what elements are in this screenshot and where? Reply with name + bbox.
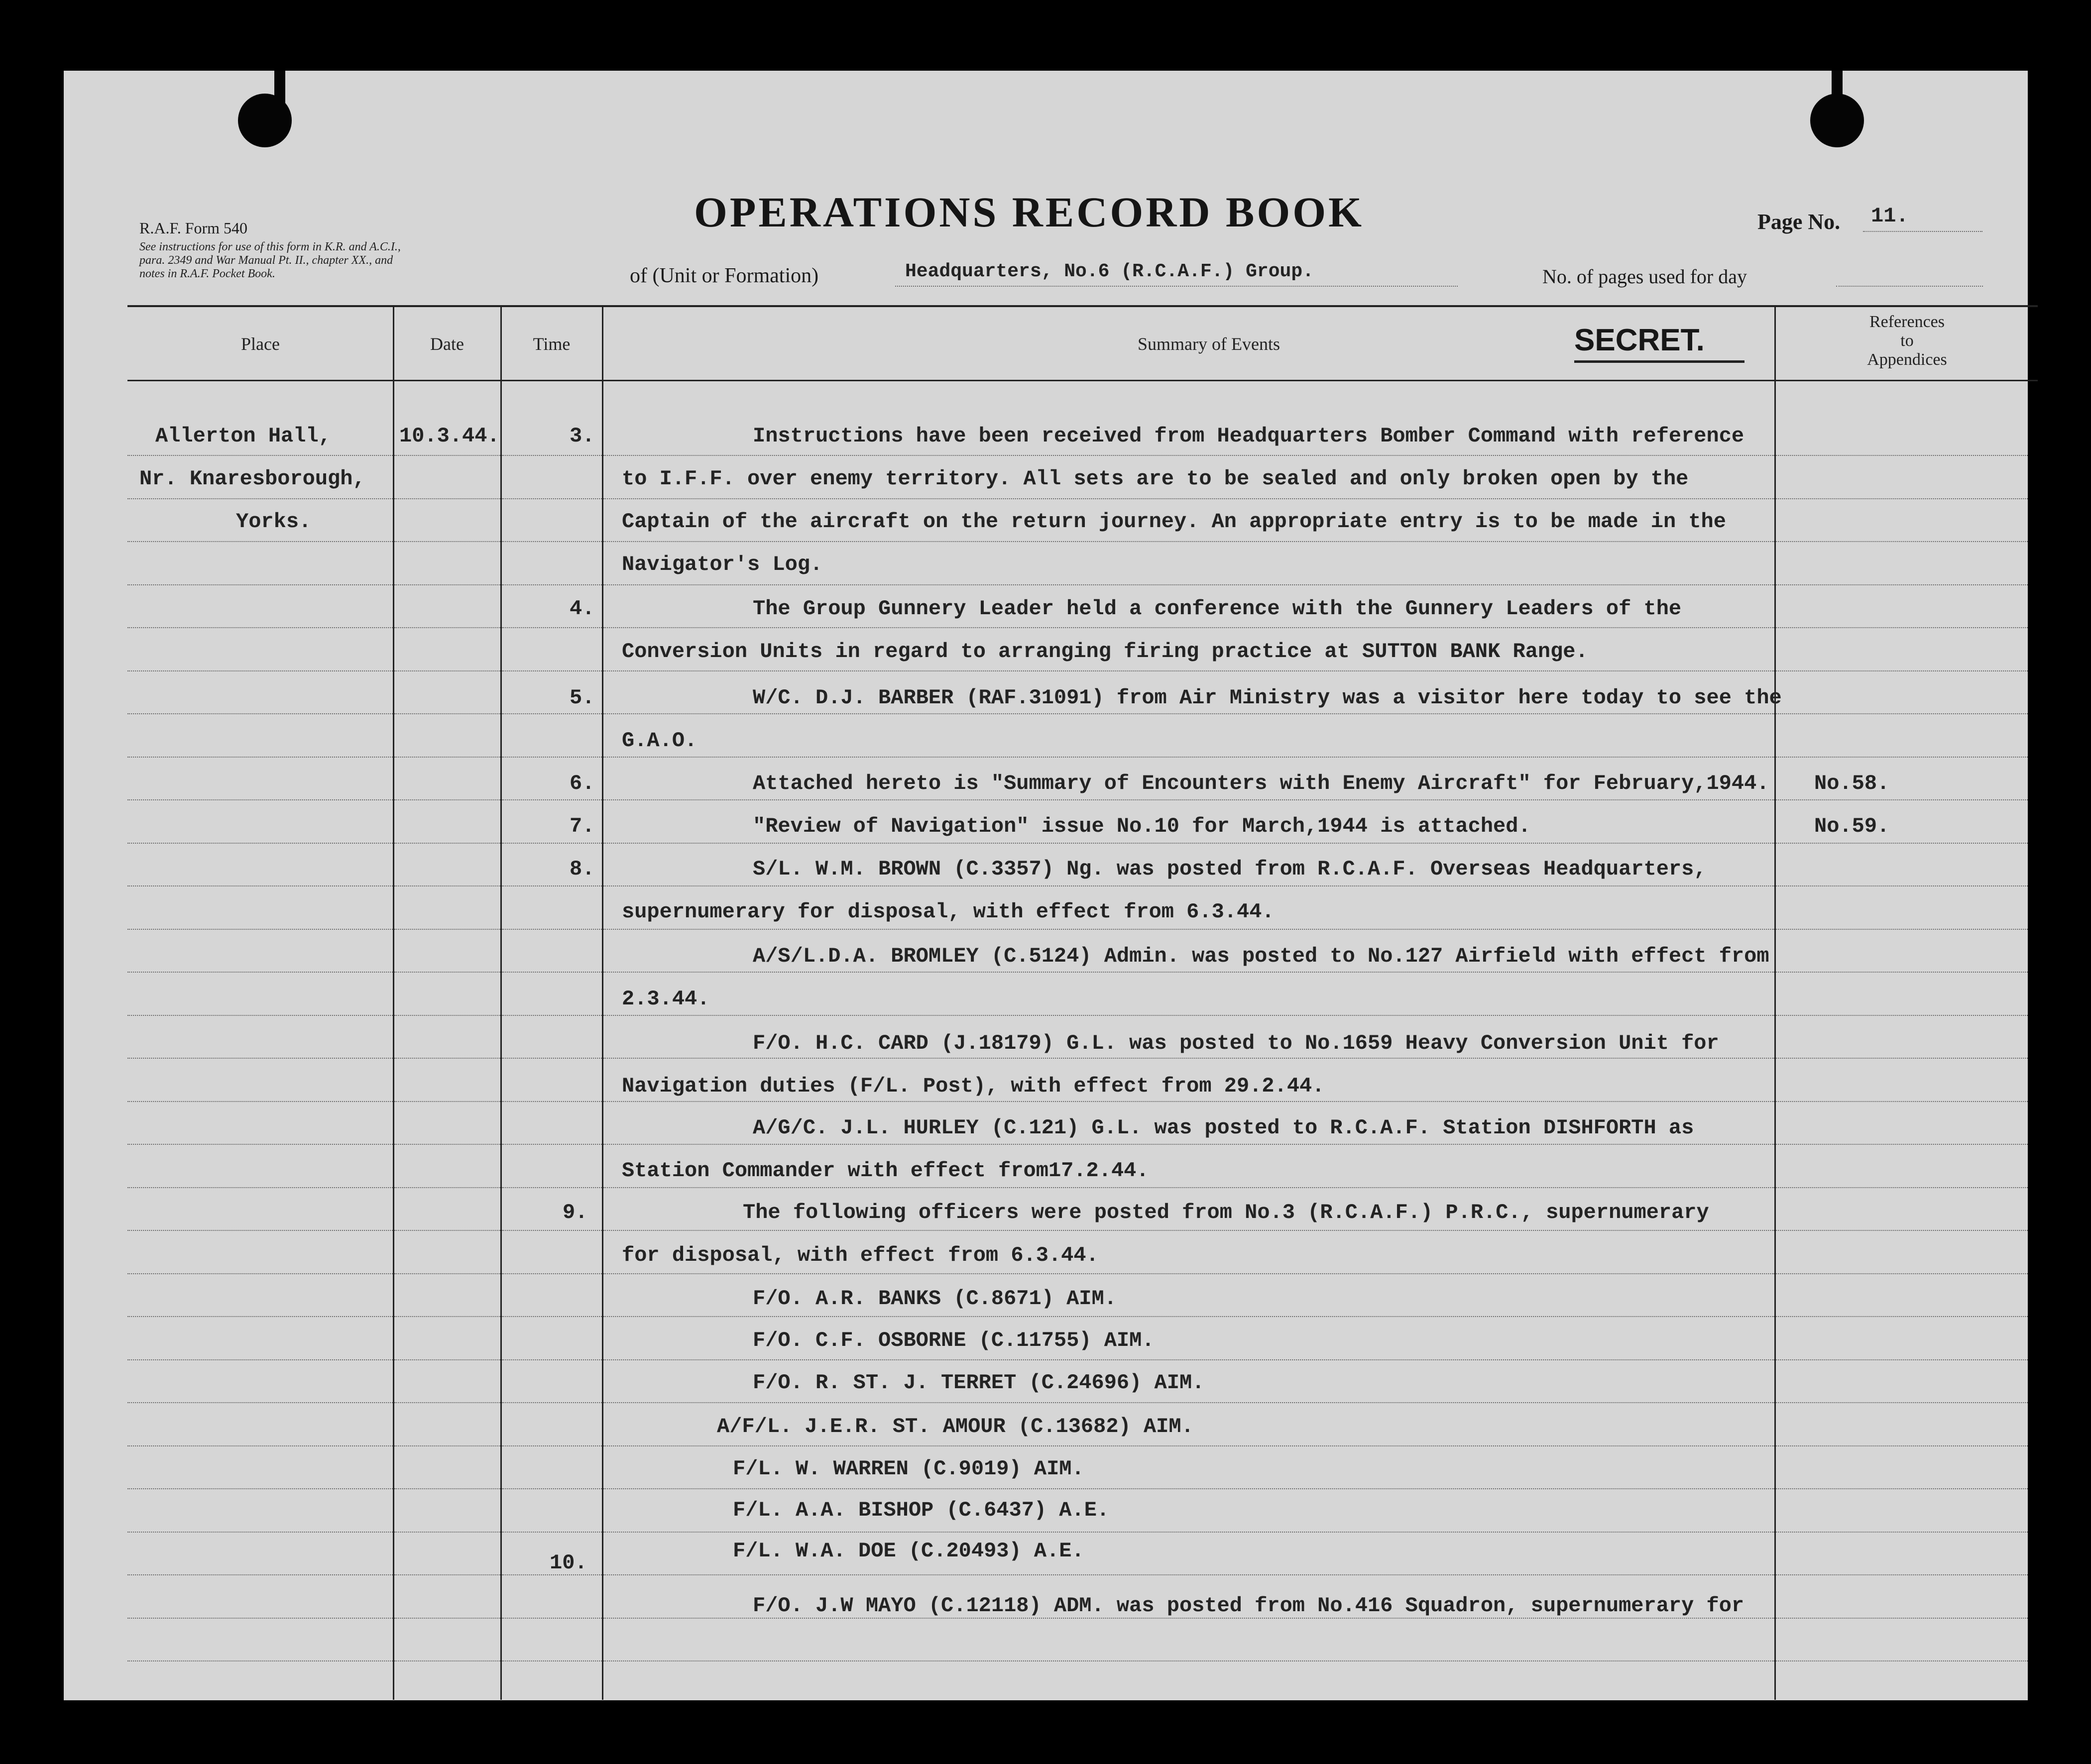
appendix-ref: No.59. — [1814, 814, 1890, 838]
ruled-line — [603, 1445, 1774, 1447]
ruled-line — [502, 498, 602, 500]
ruled-line — [127, 1101, 393, 1103]
ruled-line — [502, 1532, 602, 1534]
ruled-line — [502, 541, 602, 543]
ruled-line — [394, 885, 500, 887]
column-header-time: Time — [533, 334, 571, 354]
ruled-line — [127, 541, 393, 543]
ruled-line — [603, 1015, 1774, 1017]
ruled-line — [394, 1101, 500, 1103]
ruled-line — [127, 1402, 393, 1404]
summary-line: Conversion Units in regard to arranging firing practice at SUTTON BANK Range. — [622, 640, 1588, 663]
ruled-line — [127, 843, 393, 845]
ruled-line — [502, 1230, 602, 1232]
ruled-line — [502, 1144, 602, 1146]
ruled-line — [1776, 799, 2028, 801]
ruled-line — [1776, 584, 2028, 586]
page-number-value: 11. — [1871, 204, 1909, 228]
entry-number: 9. — [563, 1201, 588, 1224]
ruled-line — [394, 1402, 500, 1404]
ruled-line — [1776, 1445, 2028, 1447]
ruled-line — [1776, 1230, 2028, 1232]
column-header-refs-2: to — [1900, 331, 1914, 350]
binder-hole-right — [1810, 94, 1864, 147]
table-top-rule — [127, 305, 2038, 307]
ruled-line — [603, 1273, 1774, 1275]
ruled-line — [394, 1015, 500, 1017]
ruled-line — [394, 1316, 500, 1318]
ruled-line — [502, 972, 602, 974]
ruled-line — [603, 1101, 1774, 1103]
ruled-line — [127, 1532, 393, 1534]
ruled-line — [1776, 1316, 2028, 1318]
ruled-line — [502, 1015, 602, 1017]
ruled-line — [394, 799, 500, 801]
ruled-line — [394, 498, 500, 500]
column-divider-time — [602, 306, 603, 1700]
ruled-line — [127, 929, 393, 931]
summary-line: F/O. A.R. BANKS (C.8671) AIM. — [753, 1287, 1117, 1311]
appendix-ref: No.58. — [1814, 772, 1890, 795]
ruled-line — [603, 757, 1774, 759]
ruled-line — [502, 1187, 602, 1189]
unit-dotted-line — [895, 286, 1458, 288]
ruled-line — [603, 1402, 1774, 1404]
place-line-3: Yorks. — [236, 510, 312, 534]
ruled-line — [127, 1015, 393, 1017]
ruled-line — [1776, 1058, 2028, 1060]
ruled-line — [603, 627, 1774, 629]
summary-line: F/L. W. WARREN (C.9019) AIM. — [733, 1457, 1084, 1481]
ruled-line — [603, 498, 1774, 500]
ruled-line — [502, 627, 602, 629]
summary-line: supernumerary for disposal, with effect from 6.3.44. — [622, 900, 1275, 924]
ruled-line — [603, 1359, 1774, 1361]
ruled-line — [603, 1532, 1774, 1534]
ruled-line — [1776, 1359, 2028, 1361]
secret-underline — [1574, 360, 1744, 363]
ruled-line — [502, 843, 602, 845]
summary-line: Navigator's Log. — [622, 552, 823, 576]
ruled-line — [1776, 1574, 2028, 1576]
ruled-line — [603, 670, 1774, 672]
ruled-line — [127, 1144, 393, 1146]
ruled-line — [127, 584, 393, 586]
binder-hole-left — [238, 94, 292, 147]
entry-number: 4. — [570, 597, 595, 621]
ruled-line — [502, 1359, 602, 1361]
ruled-line — [502, 1618, 602, 1620]
ruled-line — [394, 627, 500, 629]
ruled-line — [502, 1660, 602, 1662]
ruled-line — [127, 1187, 393, 1189]
ruled-line — [127, 713, 393, 715]
summary-line: The Group Gunnery Leader held a conference with the Gunnery Leaders of the — [753, 597, 1682, 621]
ruled-line — [127, 972, 393, 974]
ruled-line — [603, 1660, 1774, 1662]
ruled-line — [127, 1359, 393, 1361]
ruled-line — [394, 1488, 500, 1490]
entry-number: 8. — [570, 857, 595, 881]
unit-value: Headquarters, No.6 (R.C.A.F.) Group. — [905, 261, 1314, 282]
ruled-line — [394, 670, 500, 672]
summary-line: A/G/C. J.L. HURLEY (C.121) G.L. was posted to R.C.A.F. Station DISHFORTH as — [753, 1116, 1694, 1140]
ruled-line — [1776, 1532, 2028, 1534]
form-instruction-3: notes in R.A.F. Pocket Book. — [139, 267, 275, 280]
ruled-line — [502, 1101, 602, 1103]
ruled-line — [1776, 1402, 2028, 1404]
ruled-line — [603, 1230, 1774, 1232]
ruled-line — [1776, 1488, 2028, 1490]
summary-line: The following officers were posted from No.3 (R.C.A.F.) P.R.C., supernumerary — [743, 1201, 1709, 1224]
ruled-line — [603, 1058, 1774, 1060]
ruled-line — [127, 1273, 393, 1275]
ruled-line — [1776, 1015, 2028, 1017]
ruled-line — [1776, 1101, 2028, 1103]
ruled-line — [1776, 541, 2028, 543]
entry-number: 6. — [570, 772, 595, 795]
ruled-line — [502, 670, 602, 672]
summary-line: 2.3.44. — [622, 987, 710, 1011]
entry-number: 5. — [570, 686, 595, 710]
column-header-refs-1: References — [1869, 313, 1945, 331]
ruled-line — [502, 1445, 602, 1447]
ruled-line — [394, 1618, 500, 1620]
ruled-line — [394, 843, 500, 845]
ruled-line — [603, 1488, 1774, 1490]
ruled-line — [127, 455, 393, 457]
ruled-line — [1776, 929, 2028, 931]
ruled-line — [1776, 1618, 2028, 1620]
summary-line: A/F/L. J.E.R. ST. AMOUR (C.13682) AIM. — [717, 1415, 1194, 1438]
summary-line: Instructions have been received from Headquarters Bomber Command with reference — [753, 424, 1744, 448]
column-divider-place — [393, 306, 394, 1700]
summary-line: "Review of Navigation" issue No.10 for March,1944 is attached. — [753, 814, 1531, 838]
ruled-line — [502, 1273, 602, 1275]
column-header-summary: Summary of Events — [1138, 334, 1280, 354]
ruled-line — [127, 1574, 393, 1576]
ruled-line — [127, 1660, 393, 1662]
ruled-line — [394, 1359, 500, 1361]
ruled-line — [1776, 1187, 2028, 1189]
page-number-dotted-line — [1863, 231, 1982, 233]
summary-line: F/O. H.C. CARD (J.18179) G.L. was posted to No.1659 Heavy Conversion Unit for — [753, 1031, 1719, 1055]
ruled-line — [1776, 1273, 2028, 1275]
page-title: OPERATIONS RECORD BOOK — [694, 188, 1364, 236]
ruled-line — [127, 498, 393, 500]
ruled-line — [1776, 1660, 2028, 1662]
ruled-line — [127, 1230, 393, 1232]
summary-line: A/S/L.D.A. BROMLEY (C.5124) Admin. was posted to No.127 Airfield with effect from — [753, 944, 1769, 968]
ruled-line — [1776, 972, 2028, 974]
ruled-line — [603, 1316, 1774, 1318]
ruled-line — [1776, 670, 2028, 672]
ruled-line — [394, 1273, 500, 1275]
column-header-date: Date — [430, 334, 464, 354]
ruled-line — [394, 584, 500, 586]
ruled-line — [127, 1618, 393, 1620]
ruled-line — [502, 757, 602, 759]
ruled-line — [394, 1058, 500, 1060]
pages-used-label: No. of pages used for day — [1542, 265, 1747, 288]
summary-line: Captain of the aircraft on the return journey. An appropriate entry is to be made in the — [622, 510, 1726, 534]
ruled-line — [603, 455, 1774, 457]
column-divider-summary — [1774, 306, 1776, 1700]
ruled-line — [127, 1488, 393, 1490]
ruled-line — [1776, 757, 2028, 759]
ruled-line — [127, 799, 393, 801]
ruled-line — [127, 670, 393, 672]
ruled-line — [502, 1402, 602, 1404]
summary-line: F/O. J.W MAYO (C.12118) ADM. was posted from No.416 Squadron, supernumerary for — [753, 1594, 1744, 1618]
ruled-line — [1776, 498, 2028, 500]
entry-date: 10.3.44. — [399, 424, 500, 448]
ruled-line — [1776, 713, 2028, 715]
ruled-line — [502, 799, 602, 801]
summary-line: S/L. W.M. BROWN (C.3357) Ng. was posted from R.C.A.F. Overseas Headquarters, — [753, 857, 1707, 881]
ruled-line — [127, 885, 393, 887]
entry-number: 10. — [550, 1551, 587, 1575]
entry-number: 7. — [570, 814, 595, 838]
ruled-line — [394, 1187, 500, 1189]
table-header-bottom-rule — [127, 380, 2038, 381]
ruled-line — [502, 1058, 602, 1060]
summary-line: Navigation duties (F/L. Post), with effect from 29.2.44. — [622, 1074, 1325, 1098]
ruled-line — [603, 843, 1774, 845]
ruled-line — [502, 713, 602, 715]
summary-line: F/O. R. ST. J. TERRET (C.24696) AIM. — [753, 1371, 1205, 1395]
ruled-line — [1776, 1144, 2028, 1146]
ruled-line — [502, 885, 602, 887]
ruled-line — [1776, 455, 2028, 457]
ruled-line — [394, 757, 500, 759]
ruled-line — [394, 929, 500, 931]
secret-stamp: SECRET. — [1574, 323, 1705, 357]
ruled-line — [394, 1144, 500, 1146]
ruled-line — [603, 972, 1774, 974]
summary-line: F/L. A.A. BISHOP (C.6437) A.E. — [733, 1498, 1110, 1522]
ruled-line — [394, 1660, 500, 1662]
ruled-line — [127, 1058, 393, 1060]
ruled-line — [603, 1574, 1774, 1576]
ruled-line — [502, 929, 602, 931]
ruled-line — [603, 541, 1774, 543]
column-divider-date — [500, 306, 502, 1700]
place-line-2: Nr. Knaresborough, — [139, 467, 365, 491]
ruled-line — [502, 455, 602, 457]
ruled-line — [394, 1532, 500, 1534]
column-header-refs-3: Appendices — [1867, 350, 1947, 369]
ruled-line — [127, 1445, 393, 1447]
ruled-line — [1776, 843, 2028, 845]
entry-number: 3. — [570, 424, 595, 448]
ruled-line — [1776, 885, 2028, 887]
ruled-line — [603, 799, 1774, 801]
form-instruction-1: See instructions for use of this form in K.R. and A.C.I., — [139, 240, 401, 253]
ruled-line — [394, 1230, 500, 1232]
unit-label: of (Unit or Formation) — [630, 264, 819, 287]
ruled-line — [502, 1316, 602, 1318]
ruled-line — [394, 713, 500, 715]
summary-line: for disposal, with effect from 6.3.44. — [622, 1243, 1099, 1267]
ruled-line — [127, 1316, 393, 1318]
ruled-line — [394, 455, 500, 457]
summary-line: W/C. D.J. BARBER (RAF.31091) from Air Ministry was a visitor here today to see the — [753, 686, 1782, 710]
ruled-line — [394, 972, 500, 974]
ruled-line — [394, 1574, 500, 1576]
pages-used-dotted-line — [1836, 286, 1983, 288]
summary-line: Station Commander with effect from17.2.44. — [622, 1159, 1149, 1183]
ruled-line — [603, 584, 1774, 586]
ruled-line — [127, 627, 393, 629]
ruled-line — [502, 1574, 602, 1576]
page-number-label: Page No. — [1757, 210, 1841, 234]
ruled-line — [603, 1618, 1774, 1620]
summary-line: Attached hereto is "Summary of Encounters with Enemy Aircraft" for February,1944. — [753, 772, 1769, 795]
ruled-line — [603, 1187, 1774, 1189]
ruled-line — [603, 713, 1774, 715]
ruled-line — [603, 1144, 1774, 1146]
record-sheet — [64, 71, 2028, 1700]
ruled-line — [394, 1445, 500, 1447]
ruled-line — [603, 929, 1774, 931]
form-number: R.A.F. Form 540 — [139, 219, 248, 237]
ruled-line — [127, 757, 393, 759]
summary-line: F/L. W.A. DOE (C.20493) A.E. — [733, 1539, 1084, 1563]
ruled-line — [502, 584, 602, 586]
summary-line: F/O. C.F. OSBORNE (C.11755) AIM. — [753, 1328, 1155, 1352]
column-header-place: Place — [241, 334, 280, 354]
summary-line: to I.F.F. over enemy territory. All sets are to be sealed and only broken open by the — [622, 467, 1689, 491]
form-instruction-2: para. 2349 and War Manual Pt. II., chapter XX., and — [139, 254, 393, 267]
ruled-line — [1776, 627, 2028, 629]
ruled-line — [603, 885, 1774, 887]
ruled-line — [394, 541, 500, 543]
ruled-line — [502, 1488, 602, 1490]
place-line-1: Allerton Hall, — [155, 424, 331, 448]
summary-line: G.A.O. — [622, 729, 697, 753]
